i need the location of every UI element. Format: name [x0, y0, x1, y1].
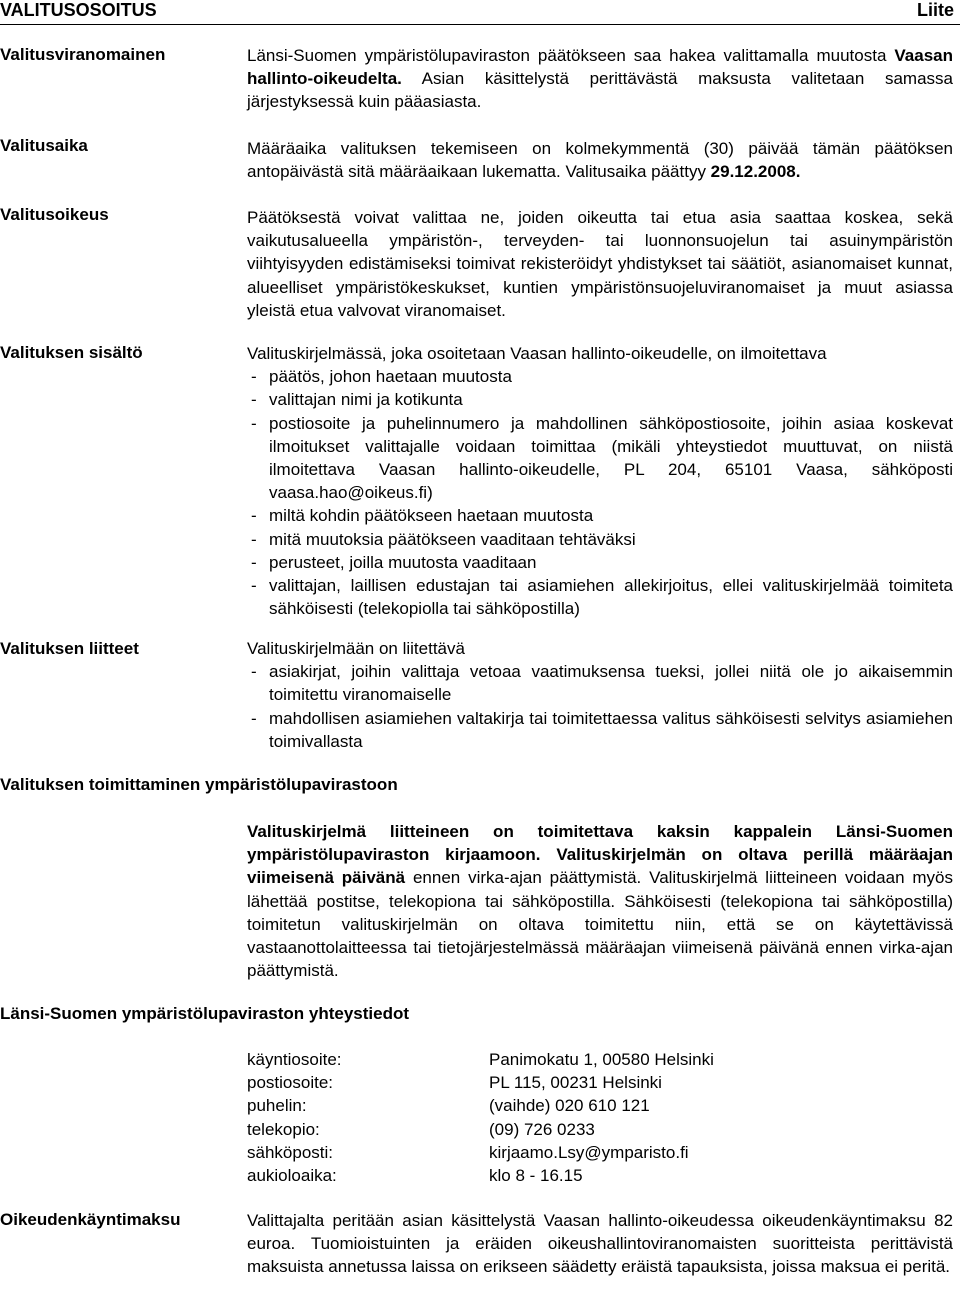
list-item: - valittajan, laillisen edustajan tai asiamiehen allekirjoitus, ellei valituskirjelmää toimiteta sähköisesti (telekopiolla tai sähköpostilla): [247, 574, 953, 620]
section-label-maksu: Oikeudenkäyntimaksu: [0, 1210, 181, 1229]
section-label-oikeus: Valitusoikeus: [0, 205, 109, 224]
section-label-yhteystiedot: Länsi-Suomen ympäristölupaviraston yhteystiedot: [0, 1004, 410, 1023]
contact-key: käyntiosoite:: [247, 1050, 342, 1069]
contact-key: postiosoite:: [247, 1073, 333, 1093]
title-row: [0, 0, 960, 22]
list-item: - valittajan nimi ja kotikunta: [247, 388, 953, 411]
contact-row: [247, 1071, 714, 1094]
contact-key: puhelin:: [247, 1096, 307, 1116]
contact-row: [247, 1048, 714, 1071]
contact-value: (vaihde) 020 610 121: [489, 1096, 650, 1116]
section-body-maksu: Valittajalta peritään asian käsittelystä Vaasan hallinto-oikeudessa oikeudenkäyntimaksu 82 euroa. Tuomioistuinten ja eräiden oikeushallintoviranomaisten suoritteista perittävistä maksuista annetussa laissa on erikseen säädetty eräistä tapauksista, joissa maksua ei peritä.: [247, 1211, 953, 1277]
contact-value: PL 115, 00231 Helsinki: [489, 1073, 662, 1093]
contact-row: [247, 1164, 714, 1187]
appendix-label: Liite: [916, 0, 954, 20]
contact-row: [247, 1118, 714, 1141]
list-item: - miltä kohdin päätökseen haetaan muutosta: [247, 504, 953, 527]
list-item: - päätös, johon haetaan muutosta: [247, 365, 953, 388]
sisalto-list: [247, 365, 953, 620]
section-label-viranomainen: Valitusviranomainen: [0, 45, 166, 64]
list-item: - mitä muutoksia päätökseen vaaditaan tehtäväksi: [247, 528, 953, 551]
contact-table: [247, 1048, 714, 1187]
liitteet-list: [247, 660, 953, 753]
section-label-toimittaminen: Valituksen toimittaminen ympäristölupavirastoon: [0, 775, 398, 794]
contact-key: sähköposti:: [247, 1142, 333, 1162]
document-title: VALITUSOSOITUS: [0, 0, 157, 20]
section-body-sisalto: Valituskirjelmässä, joka osoitetaan Vaasan hallinto-oikeudelle, on ilmoitettava - päätös, johon haetaan muutosta - valittajan nimi ja kotikunta - postiosoite ja puhelinnumero ja mahdollinen sähköpostiosoite, joihin asiaa koskevat ilmoitukset valittajalle voidaan toimittaa (mikäli yhteystiedot muuttuvat, on niistä ilmoitettava Vaasan hallinto-oikeudelle, PL 204, 65101 Vaasa, sähköposti vaasa.hao@oikeus.fi) - miltä kohdin päätökseen haetaan muutosta - mitä muutoksia päätökseen vaaditaan tehtäväksi - perusteet, joilla muutosta vaaditaan - valittajan, laillisen edustajan tai asiamiehen allekirjoitus, ellei valituskirjelmää toimiteta sähköisesti (telekopiolla tai sähköpostilla): [247, 342, 953, 620]
list-item: - mahdollisen asiamiehen valtakirja tai toimitettaessa valitus sähköisesti selvitys asiamiehen toimivallasta: [247, 707, 953, 753]
list-item: - postiosoite ja puhelinnumero ja mahdollinen sähköpostiosoite, joihin asiaa koskevat ilmoitukset valittajalle voidaan toimittaa (mikäli yhteystiedot muuttuvat, on niistä ilmoitettava Vaasan hallinto-oikeudelle, PL 204, 65101 Vaasa, sähköposti vaasa.hao@oikeus.fi): [247, 412, 953, 505]
section-label-aika: Valitusaika: [0, 136, 88, 155]
section-body-viranomainen: Länsi-Suomen ympäristölupaviraston päätökseen saa hakea valittamalla muutosta Vaasan hallinto-oikeudelta. Asian käsittelystä perittävästä maksusta valitetaan samassa järjestyksessä kuin pääasiasta.: [247, 46, 953, 112]
contact-key: aukioloaika:: [247, 1166, 337, 1186]
header-divider: [0, 24, 960, 25]
contact-row: [247, 1141, 714, 1164]
section-body-aika: Määräaika valituksen tekemiseen on kolmekymmentä (30) päivää tämän päätöksen antopäivästä sitä määräaikaan lukematta. Valitusaika päättyy 29.12.2008.: [247, 139, 953, 182]
contact-row: [247, 1094, 714, 1117]
section-body-oikeus: Päätöksestä voivat valittaa ne, joiden oikeutta tai etua asia saattaa koskea, sekä vaikutusalueella ympäristön-, terveyden- tai luonnonsuojelun tai asuinympäristön viihtyisyyden edistämiseksi toimivat rekisteröidyt yhdistykset tai säätiöt, asianomaiset kunnat, alueelliset ympäristökeskukset, kuntien ympäristönsuojeluviranomaiset ja muut asiassa yleistä etua valvovat viranomaiset.: [247, 208, 953, 320]
contact-value: Panimokatu 1, 00580 Helsinki: [489, 1050, 714, 1069]
list-item: - perusteet, joilla muutosta vaaditaan: [247, 551, 953, 574]
contact-value: kirjaamo.Lsy@ymparisto.fi: [489, 1142, 689, 1162]
section-body-toimittaminen: Valituskirjelmä liitteineen on toimitettava kaksin kappalein Länsi-Suomen ympäristölupaviraston kirjaamoon. Valituskirjelmän on oltava perillä määräajan viimeisenä päivänä ennen virka-ajan päättymistä. Valituskirjelmä liitteineen voidaan myös lähettää postitse, telekopiona tai sähköpostilla. Sähköisesti (telekopiona tai sähköpostilla) toimitetun valituskirjelmän on oltava toimitettu niin, että se on käytettävissä vastaanottolaitteessa tai tietojärjestelmässä määräajan viimeisenä päivänä ennen virka-ajan päättymistä.: [247, 822, 954, 981]
contact-key: telekopio:: [247, 1119, 320, 1139]
list-item: - asiakirjat, joihin valittaja vetoaa vaatimuksensa tueksi, jollei niitä ole jo aikaisemmin toimitettu viranomaiselle: [247, 660, 953, 706]
section-body-liitteet: Valituskirjelmään on liitettävä - asiakirjat, joihin valittaja vetoaa vaatimuksensa tueksi, jollei niitä ole jo aikaisemmin toimitettu viranomaiselle - mahdollisen asiamiehen valtakirja tai toimitettaessa valitus sähköisesti selvitys asiamiehen toimivallasta: [247, 637, 953, 753]
section-label-liitteet: Valituksen liitteet: [0, 639, 139, 658]
section-label-sisalto: Valituksen sisältö: [0, 343, 143, 362]
contact-value: klo 8 - 16.15: [489, 1166, 583, 1186]
contact-value: (09) 726 0233: [489, 1119, 595, 1139]
